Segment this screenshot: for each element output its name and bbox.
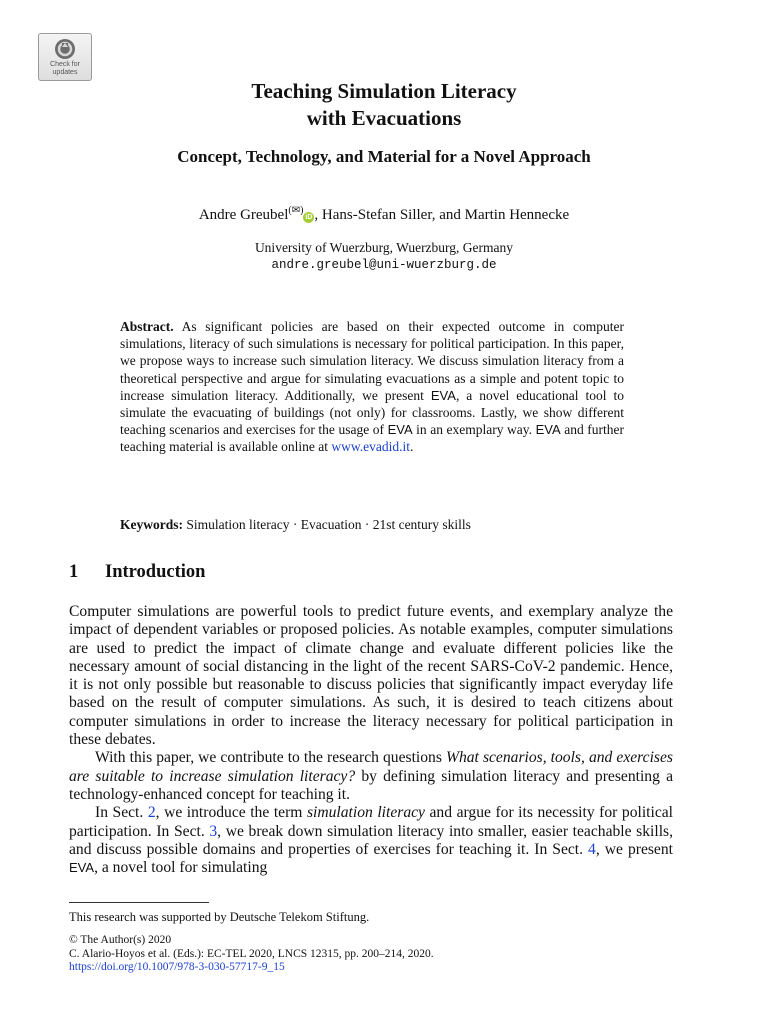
keywords [120, 517, 624, 533]
section-number: 1 [69, 562, 79, 582]
research-question: What scenarios, tools, and exercises are suitable to increase simulation literacy? [69, 749, 673, 785]
section-title: Introduction [105, 562, 206, 582]
text-run: and argue for its necessity for political participation. In Sect. [69, 804, 673, 840]
keywords-text: Simulation literacy · Evacuation · 21st century skills [183, 517, 471, 532]
abstract-label: Abstract. [120, 319, 174, 334]
text-run: In Sect. [95, 804, 148, 822]
doi-link[interactable]: https://doi.org/10.1007/978-3-030-57717-9_15 [69, 961, 285, 973]
eva-name: EVA [430, 387, 456, 403]
term-emphasis: simulation literacy [306, 804, 425, 822]
text-run: With this paper, we contribute to the research questions [95, 749, 446, 767]
badge-line2: updates [52, 69, 78, 76]
badge-line1: Check for [50, 61, 80, 68]
author-rest: , Hans-Stefan Siller, and Martin Hennecke [314, 207, 570, 223]
text-run: , we break down simulation literacy into smaller, easier teachable skills, and discuss possible domains and properties of exercises for teaching it. In Sect. [69, 822, 674, 858]
text-run: , we present [595, 840, 673, 858]
footnote-rule [69, 902, 209, 903]
check-for-updates-badge[interactable] [38, 33, 92, 81]
abstract-text: As significant policies are based on their expected outcome in computer simulations, literacy of such simulations is necessary for political participation. In this paper, we propose ways to increase such simulation literacy. We discuss simulation literacy from a theoretical perspective and argue for simulating evacuations as a simple and potent topic to increase simulation literacy. Additionally, we present [120, 319, 624, 403]
funding-footnote: This research was supported by Deutsche Telekom Stiftung. [69, 910, 370, 924]
affiliation: University of Wuerzburg, Wuerzburg, Germany [254, 240, 514, 255]
keywords-label: Keywords: [120, 517, 183, 532]
author-first: Andre Greubel [198, 207, 289, 223]
title-line-2: with Evacuations [306, 106, 462, 130]
author-list [0, 205, 768, 224]
paper-title [0, 78, 768, 132]
eva-name: EVA [535, 422, 561, 438]
corresponding-mark: (✉) [288, 205, 304, 216]
intro-paragraph-1: Computer simulations are powerful tools to predict future events, and exemplary analyze the impact of dependent variables or proposed policies. As notable examples, computer simulations are used to predict the impact of climate change and evaluate different policies like the necessary amount of social distancing in the light of the recent SARS-CoV-2 pandemic. Hence, it is not only possible but reasonable to discuss policies that significantly impact everyday life based on the result of computer simulations. As such, it is desired to teach citizens about computer simulations in order to increase the literacy necessary for political participation in these debates. [69, 603, 673, 749]
abstract-text: . [410, 439, 414, 455]
check-updates-icon [54, 38, 76, 60]
abstract-text: and further teaching material is available online at [120, 422, 624, 455]
title-line-1: Teaching Simulation Literacy [251, 79, 517, 103]
intro-paragraph-3 [69, 804, 673, 877]
abstract [120, 318, 624, 456]
evadid-link[interactable]: www.evadid.it [331, 439, 411, 455]
section-ref-3[interactable]: 3 [209, 822, 218, 840]
eva-name: EVA [69, 860, 95, 876]
intro-paragraph-2 [69, 749, 673, 804]
copyright-line: © The Author(s) 2020 [69, 934, 172, 946]
text-run: , a novel tool for simulating [94, 859, 268, 877]
section-heading [69, 562, 205, 583]
proceedings-citation: C. Alario-Hoyos et al. (Eds.): EC-TEL 2020, LNCS 12315, pp. 200–214, 2020. [69, 947, 434, 960]
paper-subtitle: Concept, Technology, and Material for a Novel Approach [177, 147, 591, 166]
author-email[interactable]: andre.greubel@uni-wuerzburg.de [271, 258, 497, 272]
text-run: by defining simulation literacy and presenting a technology-enhanced concept for teaching it. [69, 767, 673, 803]
abstract-text: in an exemplary way. [412, 422, 536, 438]
orcid-icon[interactable]: iD [305, 214, 313, 221]
eva-name: EVA [387, 422, 413, 438]
section-ref-2[interactable]: 2 [147, 804, 156, 822]
text-run: , we introduce the term [155, 804, 307, 822]
abstract-text: , a novel educational tool to simulate the evacuating of buildings (not only) for classrooms. Lastly, we show different teaching scenarios and exercises for the usage of [120, 387, 624, 438]
section-ref-4[interactable]: 4 [588, 840, 596, 858]
copyright-block [69, 934, 434, 975]
intro-body [69, 603, 673, 877]
